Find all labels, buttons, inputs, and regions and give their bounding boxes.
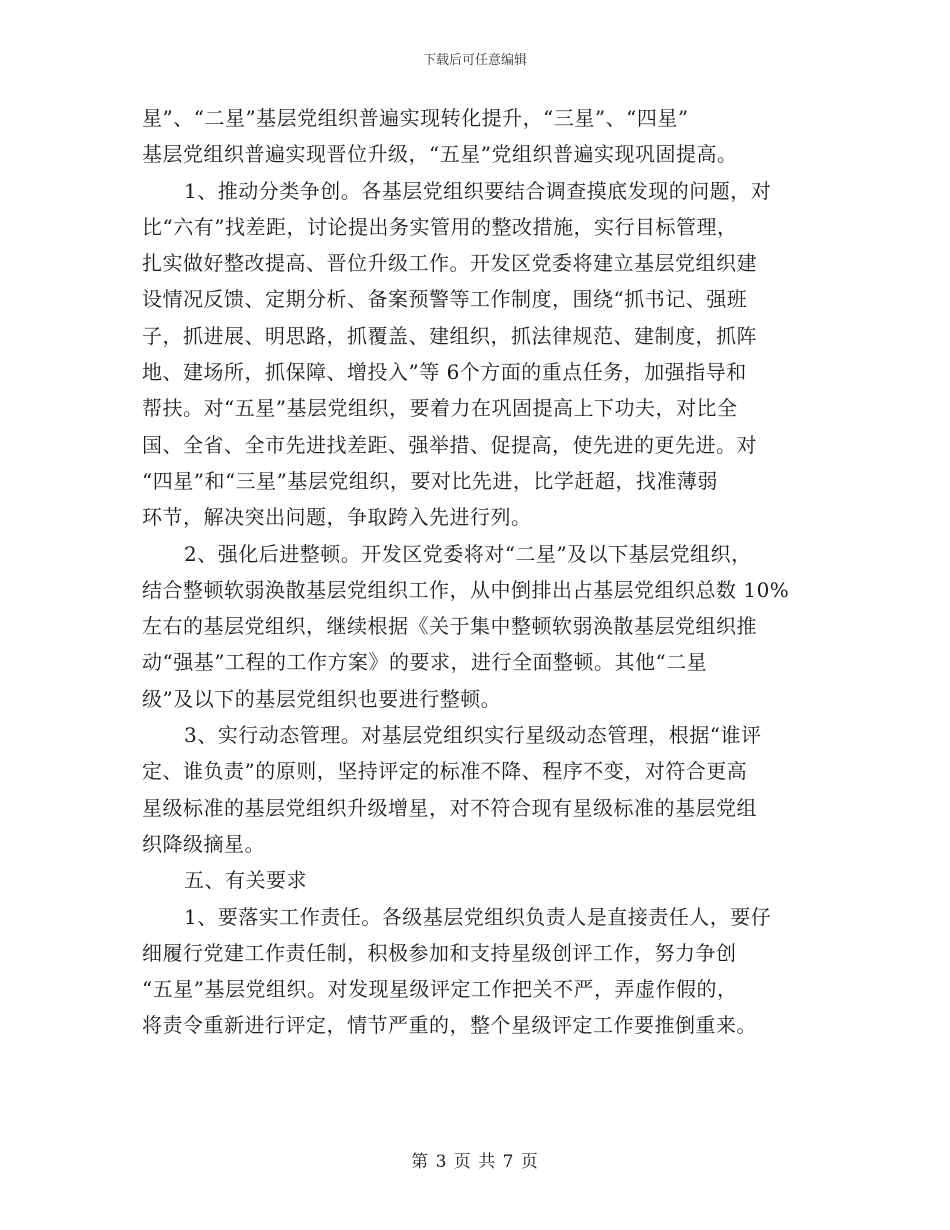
- text-line: 细履行党建工作责任制，积极参加和支持星级创评工作，努力争创: [142, 940, 737, 965]
- text-line: “四星”和“三星”基层党组织，要对比先进，比学赶超，找准薄弱: [142, 468, 718, 493]
- text-line: 动“强基”工程的工作方案》的要求，进行全面整顿。其他“二星: [142, 650, 708, 675]
- text-line: 地、建场所，抓保障、增投入”等 6个方面的重点任务，加强指导和: [142, 360, 747, 385]
- text-line: 定、谁负责”的原则，坚持评定的标准不降、程序不变，对符合更高: [142, 759, 748, 784]
- text-line: 帮扶。对“五星”基层党组织，要着力在巩固提高上下功夫，对比全: [142, 396, 738, 421]
- document-body: [142, 100, 808, 1044]
- paragraph-start-line: 1、要落实工作责任。各级基层党组织负责人是直接责任人，要仔: [184, 904, 772, 929]
- text-line: 将责令重新进行评定，情节严重的，整个星级评定工作要推倒重来。: [142, 1013, 757, 1038]
- text-line: 星”、“二星”基层党组织普遍实现转化提升，“三星”、“四星”: [142, 106, 689, 130]
- paragraph-start-line: 2、强化后进整顿。开发区党委将对“二星”及以下基层党组织，: [184, 541, 752, 566]
- text-line: 左右的基层党组织，继续根据《关于集中整顿软弱涣散基层党组织推: [142, 614, 757, 639]
- text-line: 扎实做好整改提高、晋位升级工作。开发区党委将建立基层党组织建: [142, 251, 757, 276]
- paragraph-start-line: 1、推动分类争创。各基层党组织要结合调查摸底发现的问题，对: [184, 178, 772, 203]
- text-line: 子，抓进展、明思路，抓覆盖、建组织，抓法律规范、建制度，抓阵: [142, 323, 757, 348]
- page-header: 下载后可任意编辑: [422, 53, 527, 68]
- page-number-footer: 第 3 页 共 7 页: [411, 1152, 539, 1172]
- paragraph-start-line: 3、实行动态管理。对基层党组织实行星级动态管理，根据“谁评: [184, 723, 762, 748]
- text-line: 织降级摘星。: [142, 831, 265, 856]
- section-heading: 五、有关要求: [184, 868, 307, 893]
- text-line: 基层党组织普遍实现晋位升级，“五星”党组织普遍实现巩固提高。: [142, 142, 738, 167]
- text-line: 星级标准的基层党组织升级增星，对不符合现有星级标准的基层党组: [142, 795, 757, 820]
- text-line: 环节，解决突出问题，争取跨入先进行列。: [142, 505, 532, 530]
- text-line: 国、全省、全市先进找差距、强举措、促提高，使先进的更先进。对: [142, 432, 757, 457]
- text-line: 结合整顿软弱涣散基层党组织工作，从中倒排出占基层党组织总数 10%: [142, 577, 790, 602]
- text-line: 设情况反馈、定期分析、备案预警等工作制度，围绕“抓书记、强班: [142, 287, 748, 312]
- text-line: 比“六有”找差距，讨论提出务实管用的整改措施，实行目标管理，: [142, 214, 738, 239]
- text-line: 级”及以下的基层党组织也要进行整顿。: [142, 686, 502, 711]
- text-line: “五星”基层党组织。对发现星级评定工作把关不严，弄虚作假的，: [142, 977, 738, 1002]
